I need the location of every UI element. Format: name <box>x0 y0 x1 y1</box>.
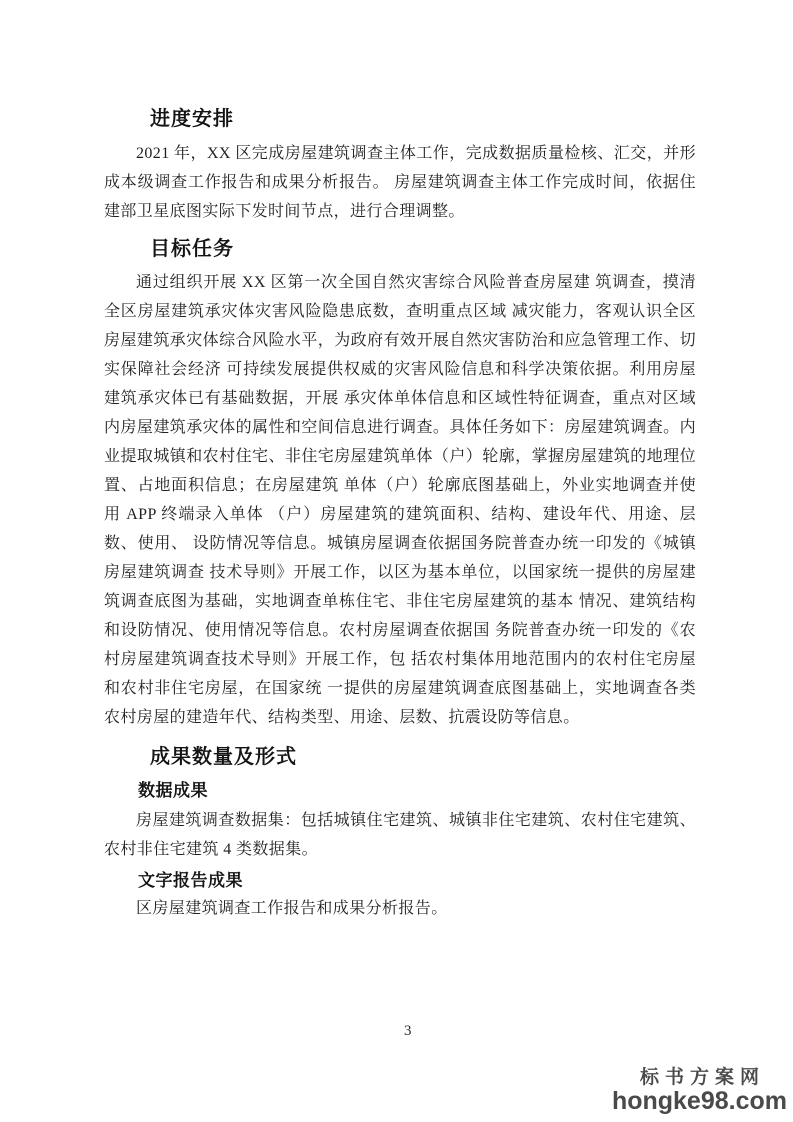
watermark-site-name: 标书方案网 <box>639 1066 765 1088</box>
watermark <box>612 1068 787 1114</box>
section-heading-target-tasks: 目标任务 <box>150 238 234 260</box>
section-heading-progress-schedule: 进度安排 <box>150 108 234 130</box>
paragraph-text-report-results: 区房屋建筑调查工作报告和成果分析报告。 <box>136 900 448 917</box>
paragraph-progress-schedule: 2021 年，XX 区完成房屋建筑调查主体工作，完成数据质量检核、汇交，并形成本级调查工作报告和成果分析报告。 房屋建筑调查主体工作完成时间，依据住建部卫星底图实际下发时间节点，进行合理调整。 <box>104 145 696 220</box>
section-heading-results-quantity-form: 成果数量及形式 <box>150 746 297 768</box>
document-content <box>104 0 696 923</box>
subsection-heading-text-report-results: 文字报告成果 <box>138 871 243 890</box>
page-number: 3 <box>404 1023 412 1039</box>
subsection-heading-data-results: 数据成果 <box>138 781 208 800</box>
paragraph-data-results: 房屋建筑调查数据集：包括城镇住宅建筑、城镇非住宅建筑、农村住宅建筑、农村非住宅建筑 4 类数据集。 <box>104 812 696 858</box>
paragraph-target-tasks: 通过组织开展 XX 区第一次全国自然灾害综合风险普查房屋建 筑调查，摸清全区房屋建筑承灾体灾害风险隐患底数，查明重点区域 减灾能力，客观认识全区房屋建筑承灾体综合风险水平，为政府有效开展自然灾害防治和应急管理工作、切实保障社会经济 可持续发展提供权威的灾害风险信息和科学决策依据。利用房屋建筑承灾体已有基础数据，开展 承灾体单体信息和区域性特征调查，重点对区域内房屋建筑承灾体的属性和空间信息进行调查。具体任务如下：房屋建筑调查。内业提取城镇和农村住宅、非住宅房屋建筑单体（户）轮廓，掌握房屋建筑的地理位置、占地面积信息；在房屋建筑 单体（户）轮廓底图基础上，外业实地调查并使用 APP 终端录入单体 （户）房屋建筑的建筑面积、结构、建设年代、用途、层数、使用、 设防情况等信息。城镇房屋调查依据国务院普查办统一印发的《城镇房屋建筑调查 技术导则》开展工作，以区为基本单位，以国家统一提供的房屋建筑调查底图为基础，实地调查单栋住宅、非住宅房屋建筑的基本 情况、建筑结构和设防情况、使用情况等信息。农村房屋调查依据国 务院普查办统一印发的《农村房屋建筑调查技术导则》开展工作，包 括农村集体用地范围内的农村住宅房屋和农村非住宅房屋，在国家统 一提供的房屋建筑调查底图基础上，实地调查各类农村房屋的建造年代、结构类型、用途、层数、抗震设防等信息。 <box>104 274 696 726</box>
watermark-site-url: hongke98.com <box>611 1086 787 1115</box>
